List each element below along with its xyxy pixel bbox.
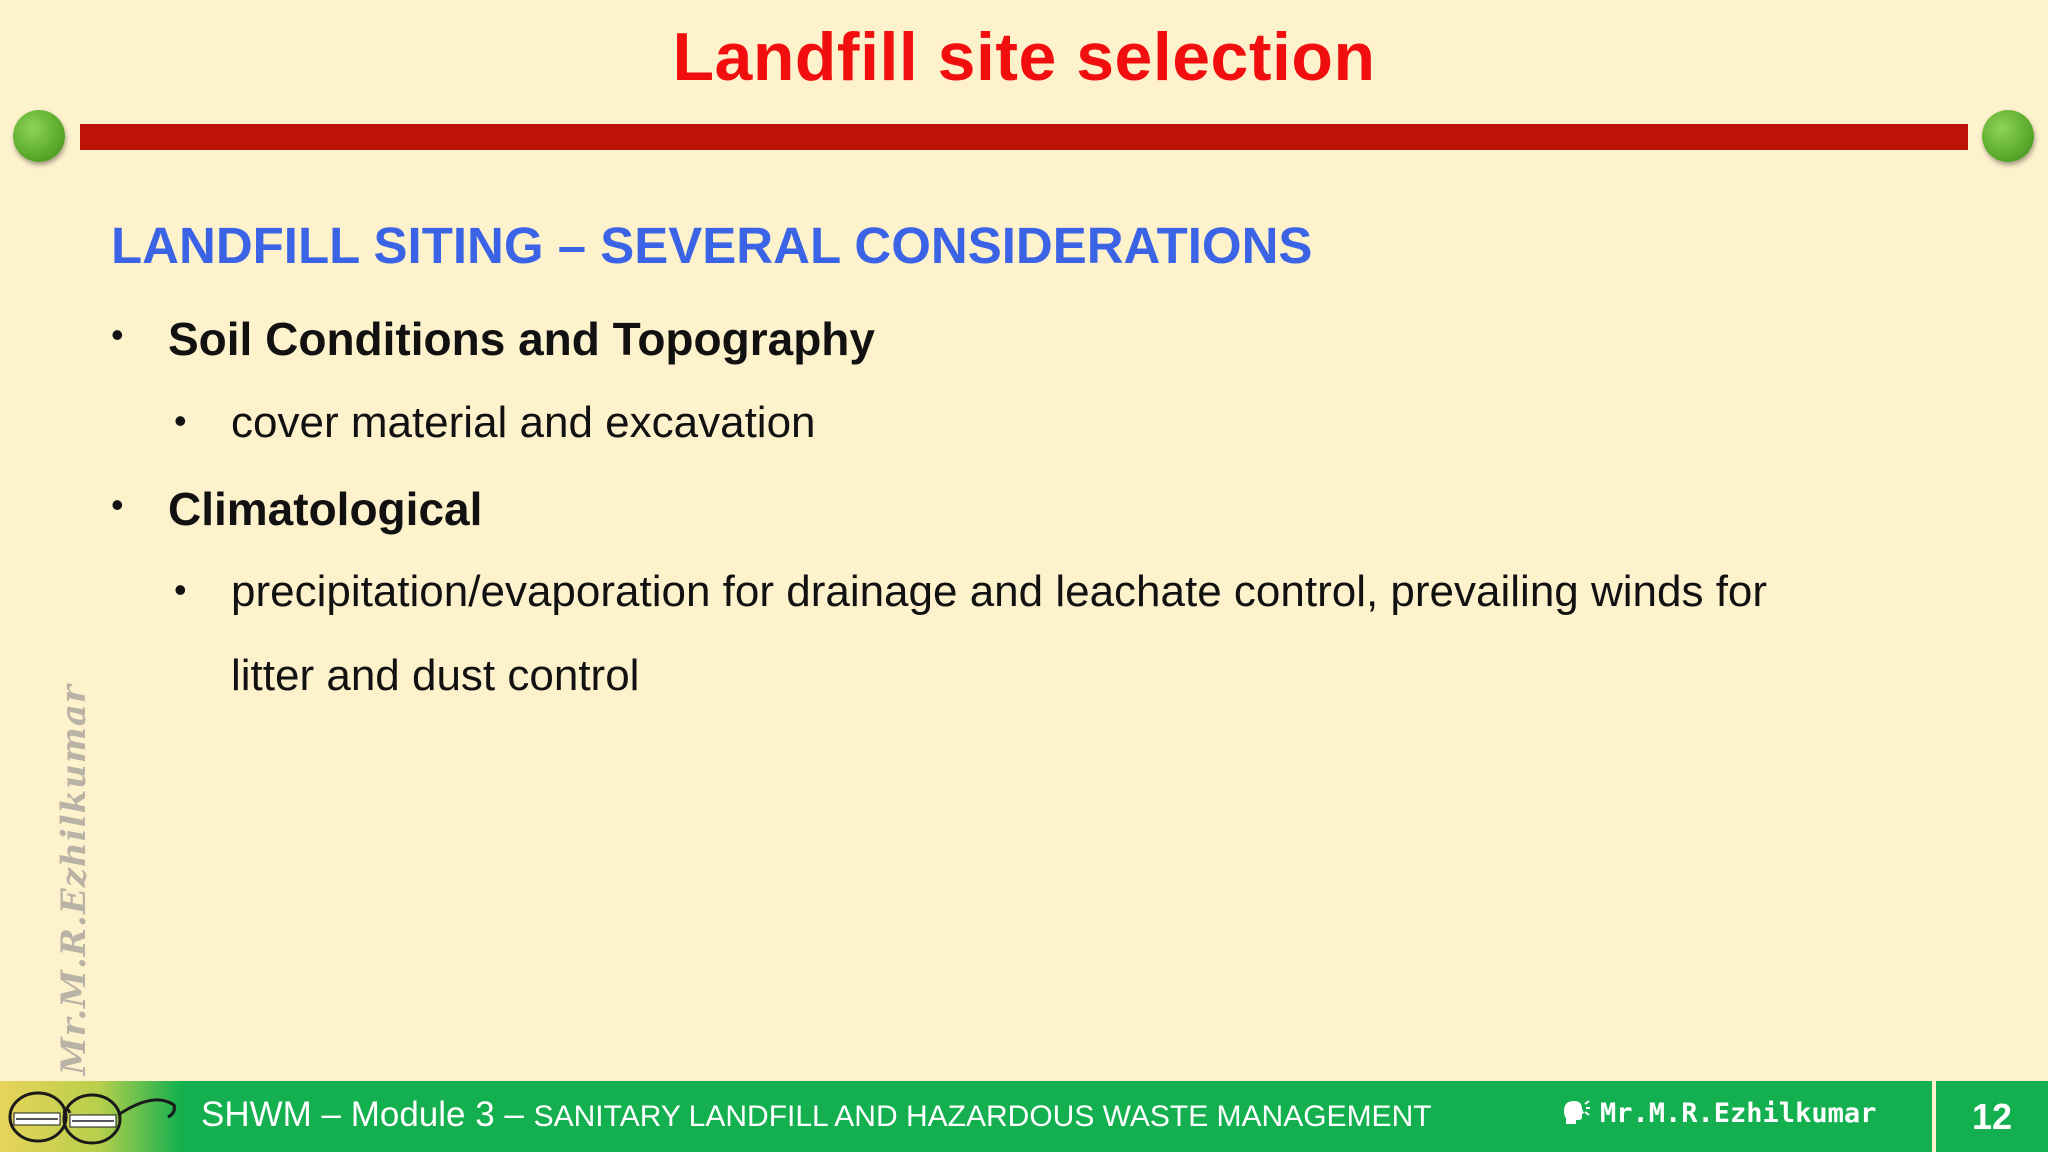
bullet-marker: • (111, 484, 124, 525)
bullet-text: Soil Conditions and Topography (168, 313, 875, 365)
bullet-marker: • (174, 569, 187, 610)
module-title: SANITARY LANDFILL AND HAZARDOUS WASTE MANAGEMENT (533, 1100, 1432, 1133)
footer-bar (0, 1081, 2048, 1152)
course-code: SHWM – Module 3 – (201, 1095, 534, 1134)
author-name: Mr.M.R.Ezhilkumar (1600, 1098, 1877, 1129)
bullet-marker: • (174, 400, 187, 441)
footer-author (1562, 1098, 1876, 1133)
bullet-text: Climatological (168, 483, 483, 535)
green-circle-icon (1982, 110, 2034, 162)
title-divider-bar (80, 124, 1968, 150)
author-watermark: Mr.M.R.Ezhilkumar (54, 684, 94, 1075)
sub-bullet-text: cover material and excavation (231, 398, 816, 447)
sub-bullet-text-continuation: litter and dust control (231, 651, 640, 700)
swachh-bharat-spectacles-logo (0, 1081, 180, 1152)
slide-title: Landfill site selection (672, 19, 1376, 95)
sub-bullet-text: precipitation/evaporation for drainage and leachate control, prevailing winds for (231, 567, 1768, 616)
speaking-head-icon (1562, 1098, 1590, 1133)
bullet-marker: • (111, 314, 124, 355)
green-circle-icon (13, 110, 65, 162)
footer-course-label (201, 1095, 1432, 1135)
section-heading: LANDFILL SITING – SEVERAL CONSIDERATIONS (111, 217, 1313, 274)
page-number: 12 (1936, 1081, 2048, 1152)
